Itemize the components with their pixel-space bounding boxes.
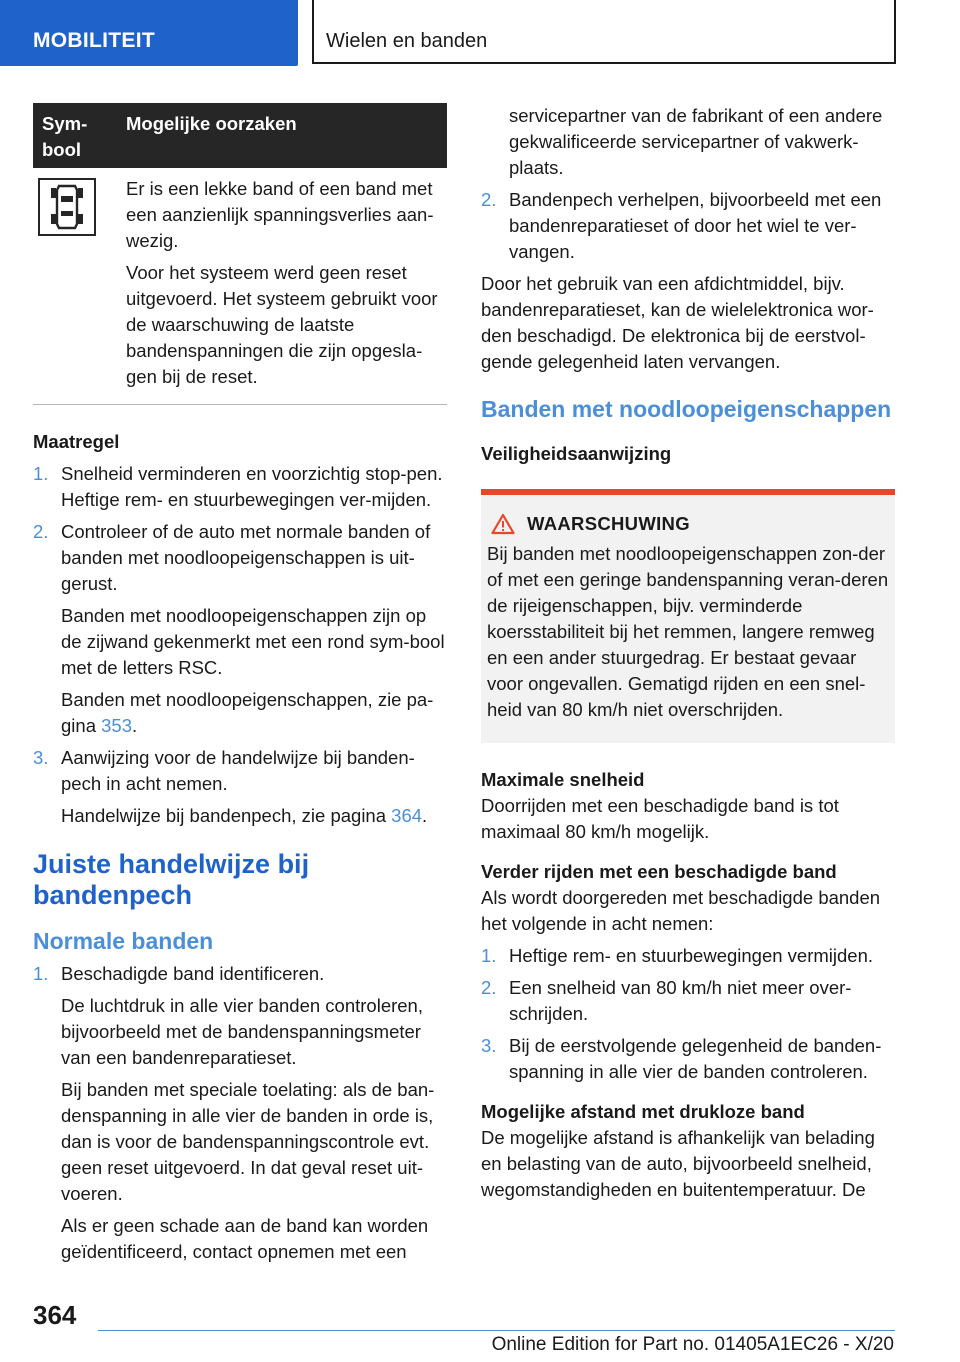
footer-rule bbox=[98, 1330, 895, 1331]
warning-text: Bij banden met noodloopeigenschappen zon-der of met een geringe bandenspanning veran-deren de rijeigenschappen, bijv. verminderde koersstabiliteit bij het remmen, langere remweg en een ander stuurgedrag. Er bestaat gevaar voor ongevallen. Gematigd rijden en een snel-heid van 80 km/h niet overschrijden. bbox=[487, 543, 889, 720]
step-subtext-body: Handelwijze bij bandenpech, zie pagina bbox=[61, 805, 392, 826]
step-subtext bbox=[61, 803, 447, 829]
cause-text-2: Voor het systeem werd geen reset uitgevoerd. Het systeem gebruikt voor de waarschuwing de laatste bandenspanningen die zijn opgesla-gen bij de reset. bbox=[126, 262, 438, 387]
step-number: 1. bbox=[481, 945, 497, 966]
edition-text: Online Edition for Part no. 01405A1EC26 - X/20 bbox=[491, 1334, 894, 1355]
safety-heading: Veiligheidsaanwijzing bbox=[481, 443, 672, 464]
step-text: Beschadigde band identificeren. bbox=[61, 963, 325, 984]
step-text: Controleer of de auto met normale banden of banden met noodloopeigenschappen is uit-gerust. bbox=[61, 521, 431, 594]
step-number: 2. bbox=[481, 189, 497, 210]
step-subtext-end: . bbox=[422, 805, 428, 826]
table-row bbox=[33, 168, 447, 405]
header-underline bbox=[312, 62, 896, 64]
right-column bbox=[481, 103, 895, 1203]
header-divider bbox=[312, 0, 314, 64]
cause-text-1: Er is een lekke band of een band met een aanzienlijk spanningsverlies aan-wezig. bbox=[126, 178, 434, 251]
tire-pressure-car-icon bbox=[38, 178, 96, 236]
subsection-heading: Normale banden bbox=[33, 928, 214, 954]
table-header-symbol: Sym- bool bbox=[42, 113, 88, 160]
step-text: Heftige rem- en stuurbewegingen vermijden. bbox=[509, 945, 874, 966]
symbol-table-header bbox=[33, 103, 447, 168]
left-column bbox=[33, 103, 447, 1265]
step-subtext: Als er geen schade aan de band kan worden geïdentificeerd, contact opnemen met een bbox=[61, 1215, 429, 1262]
warning-triangle-icon bbox=[491, 513, 515, 535]
page-number: 364 bbox=[33, 1300, 77, 1330]
paragraph: De mogelijke afstand is afhankelijk van belading en belasting van de auto, bijvoorbeeld snelheid, wegomstandigheden en buitentemperatuur. De bbox=[481, 1127, 875, 1200]
table-header-causes: Mogelijke oorzaken bbox=[126, 113, 297, 134]
list-item bbox=[481, 187, 895, 265]
step-subtext-end: . bbox=[132, 715, 138, 736]
warning-title-text: WAARSCHUWING bbox=[527, 513, 690, 534]
paragraph: Als wordt doorgereden met beschadigde banden het volgende in acht nemen: bbox=[481, 887, 881, 934]
paragraph: Doorrijden met een beschadigde band is tot maximaal 80 km/h mogelijk. bbox=[481, 795, 839, 842]
step-text: Bandenpech verhelpen, bijvoorbeeld met een bandenreparatieset of door het wiel te ver-vangen. bbox=[509, 189, 882, 262]
repair-steps bbox=[481, 187, 895, 265]
continue-driving-heading: Verder rijden met een beschadigde band bbox=[481, 861, 837, 882]
step-subtext bbox=[61, 687, 447, 739]
list-item bbox=[33, 519, 447, 739]
list-item bbox=[33, 745, 447, 829]
section-heading: Banden met noodloopeigenschappen bbox=[481, 396, 892, 422]
continue-driving-steps bbox=[481, 943, 895, 1085]
step-subtext-body: Banden met noodloopeigenschappen, zie pa-gina bbox=[61, 689, 434, 736]
list-item bbox=[33, 461, 447, 513]
paragraph: Door het gebruik van een afdichtmiddel, bijv. bandenreparatieset, kan de wielelektronica wor-den beschadigd. De elektronica bij de eerstvol-gende gelegenheid laten vervangen. bbox=[481, 273, 874, 372]
step-text: Bij de eerstvolgende gelegenheid de banden-spanning in alle vier de banden controleren. bbox=[509, 1035, 882, 1082]
list-item bbox=[33, 961, 447, 1265]
normal-tire-steps bbox=[33, 961, 447, 1265]
step-subtext: De luchtdruk in alle vier banden controleren, bijvoorbeeld met de bandenspanningsmeter van een bandenreparatieset. bbox=[61, 995, 423, 1068]
section-tab bbox=[0, 0, 298, 66]
warning-box bbox=[481, 489, 895, 743]
step-number: 3. bbox=[33, 747, 49, 768]
step-number: 2. bbox=[33, 521, 49, 542]
page-header bbox=[0, 0, 960, 66]
step-number: 1. bbox=[33, 463, 49, 484]
step-text: Snelheid verminderen en voorzichtig stop-pen. Heftige rem- en stuurbewegingen ver-mijden. bbox=[61, 463, 443, 510]
list-item bbox=[481, 975, 895, 1027]
step-text: Een snelheid van 80 km/h niet meer over-schrijden. bbox=[509, 977, 852, 1024]
chapter-title: Wielen en banden bbox=[326, 30, 488, 52]
list-item bbox=[481, 1033, 895, 1085]
step-text: Aanwijzing voor de handelwijze bij banden-pech in acht nemen. bbox=[61, 747, 415, 794]
step-number: 1. bbox=[33, 963, 49, 984]
maatregel-steps bbox=[33, 461, 447, 829]
maatregel-heading: Maatregel bbox=[33, 431, 120, 452]
continued-text: servicepartner van de fabrikant of een andere gekwalificeerde servicepartner of vakwerk-plaats. bbox=[509, 105, 883, 178]
step-subtext: Bij banden met speciale toelating: als de ban-denspanning in alle vier de banden in orde is, dan is voor de bandenspanningscontrole evt. geen reset uitgevoerd. In dat geval reset uit-voeren. bbox=[61, 1079, 435, 1204]
step-number: 2. bbox=[481, 977, 497, 998]
step-subtext: Banden met noodloopeigenschappen zijn op de zijwand gekenmerkt met een rond sym-bool met de letters RSC. bbox=[61, 605, 445, 678]
max-speed-heading: Maximale snelheid bbox=[481, 769, 645, 790]
range-heading: Mogelijke afstand met drukloze band bbox=[481, 1101, 805, 1122]
section-heading: Juiste handelwijze bij bandenpech bbox=[33, 849, 310, 910]
page-link-353[interactable]: 353 bbox=[101, 715, 132, 736]
warning-title bbox=[487, 511, 889, 537]
list-item bbox=[481, 943, 895, 969]
section-label: MOBILITEIT bbox=[33, 29, 155, 52]
page-link-364[interactable]: 364 bbox=[391, 805, 423, 826]
step-number: 3. bbox=[481, 1035, 497, 1056]
header-divider-right bbox=[894, 0, 896, 64]
